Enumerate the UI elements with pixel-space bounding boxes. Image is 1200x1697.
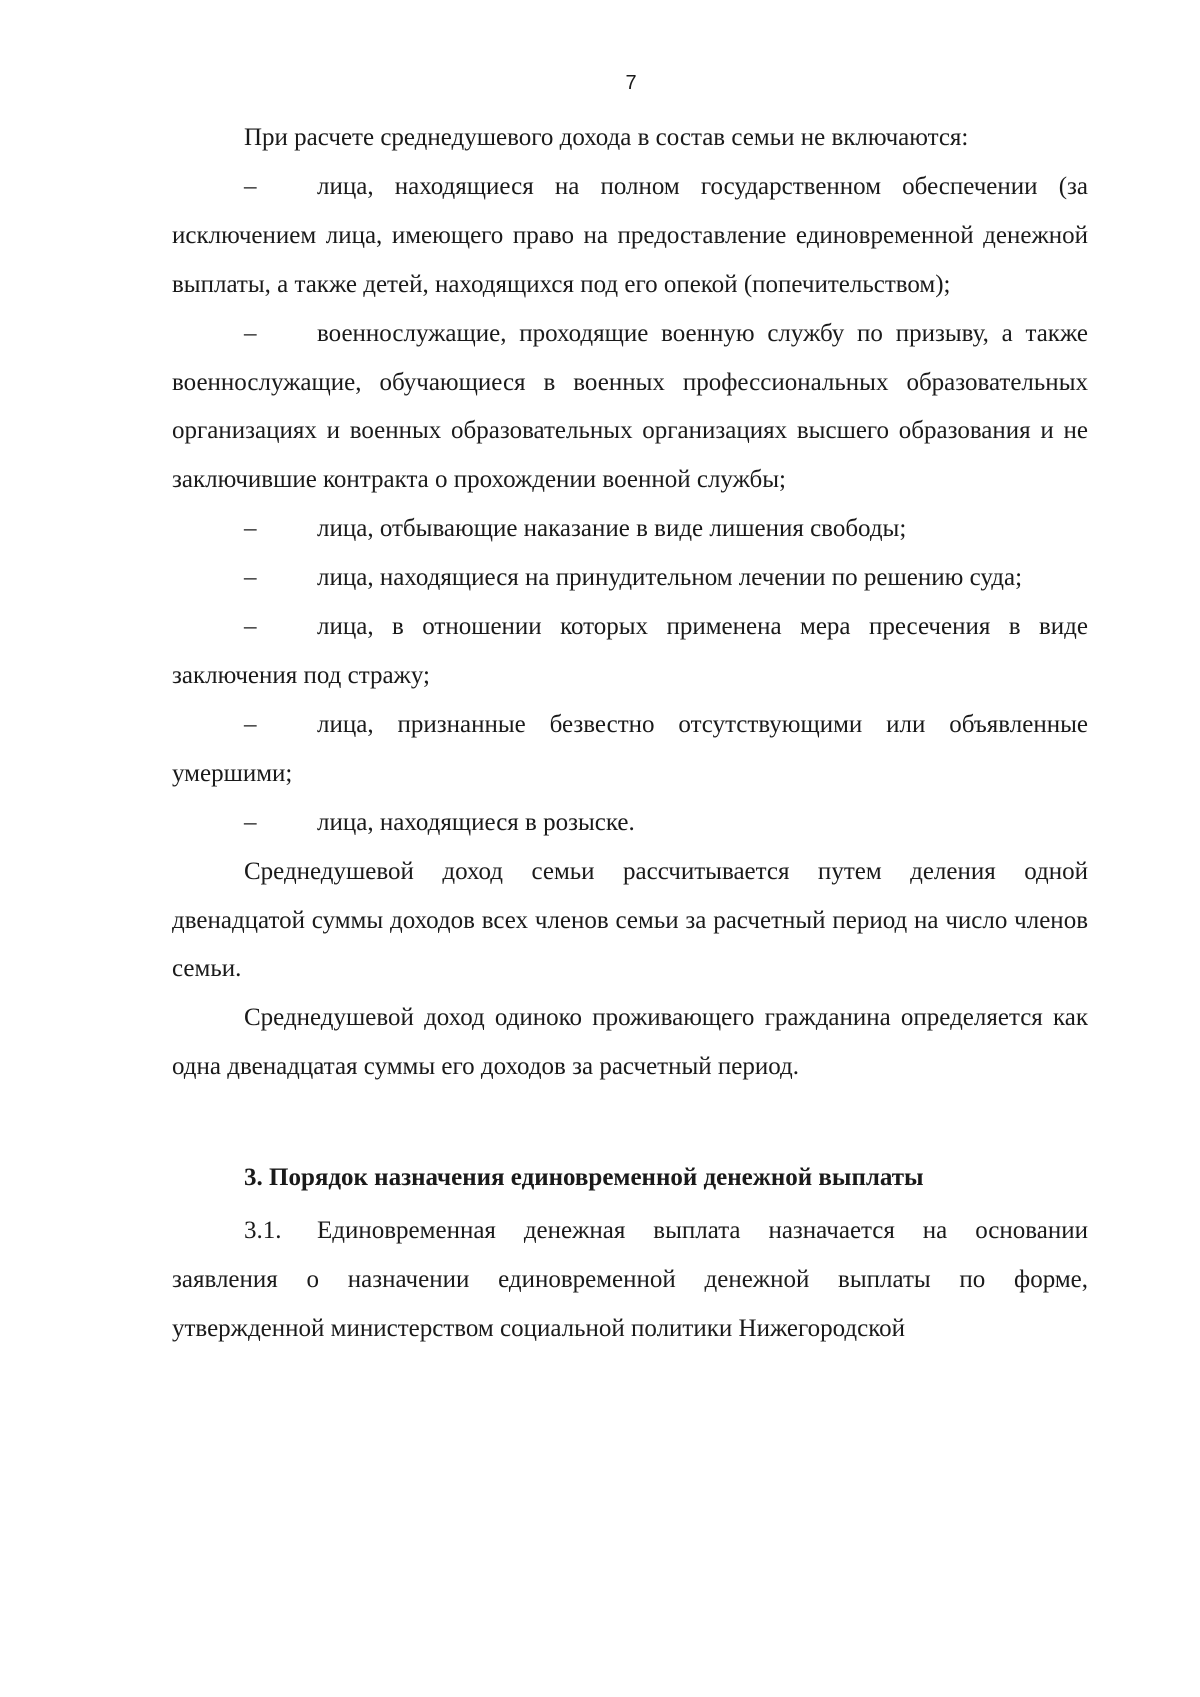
- list-item: [172, 799, 1088, 848]
- dash-marker: –: [244, 613, 257, 641]
- list-item: [172, 310, 1088, 506]
- item-number: 3.1.: [244, 1217, 282, 1245]
- dash-marker: –: [244, 319, 257, 347]
- document-body: [172, 114, 1088, 1354]
- list-item-text: лица, в отношении которых применена мера пресечения в виде заключения под стражу;: [172, 613, 1088, 689]
- numbered-item: [172, 1207, 1088, 1354]
- list-item-text: лица, находящиеся на принудительном лечении по решению суда;: [317, 564, 1023, 592]
- dash-marker: –: [244, 808, 257, 836]
- section-heading: 3. Порядок назначения единовременной денежной выплаты: [244, 1164, 924, 1192]
- dash-marker: –: [244, 710, 257, 738]
- paragraph-calc-single: Среднедушевой доход одиноко проживающего гражданина определяется как одна двенадцатая суммы его доходов за расчетный период.: [172, 1004, 1088, 1081]
- paragraph-intro: При расчете среднедушевого дохода в состав семьи не включаются:: [244, 124, 969, 151]
- list-item: [172, 554, 1088, 603]
- dash-marker: –: [244, 564, 257, 592]
- dash-marker: –: [244, 172, 257, 200]
- page-number: 7: [625, 72, 637, 94]
- list-item-text: лица, находящиеся в розыске.: [317, 808, 635, 836]
- item-text: Единовременная денежная выплата назначается на основании заявления о назначении единовременной денежной выплаты по форме, утвержденной министерством социальной политики Нижегородской: [172, 1217, 1088, 1342]
- list-item-text: военнослужащие, проходящие военную службу по призыву, а также военнослужащие, обучающиеся в военных профессиональных образовательных организациях и военных образовательных организациях высшего образования и не заключившие контракта о прохождении военной службы;: [172, 319, 1088, 494]
- list-item-text: лица, отбывающие наказание в виде лишения свободы;: [317, 515, 907, 543]
- list-item-text: лица, признанные безвестно отсутствующими или объявленные умершими;: [172, 710, 1088, 787]
- list-item: [172, 603, 1088, 701]
- list-item: [172, 701, 1088, 799]
- dash-marker: –: [244, 515, 257, 543]
- list-item: [172, 505, 1088, 554]
- list-item-text: лица, находящиеся на полном государственном обеспечении (за исключением лица, имеющего право на предоставление единовременной денежной выплаты, а также детей, находящихся под его опекой (попечительством);: [172, 172, 1088, 298]
- paragraph-calc-family: Среднедушевой доход семьи рассчитывается путем деления одной двенадцатой суммы доходов всех членов семьи за расчетный период на число членов семьи.: [172, 857, 1088, 983]
- list-item: [172, 163, 1088, 310]
